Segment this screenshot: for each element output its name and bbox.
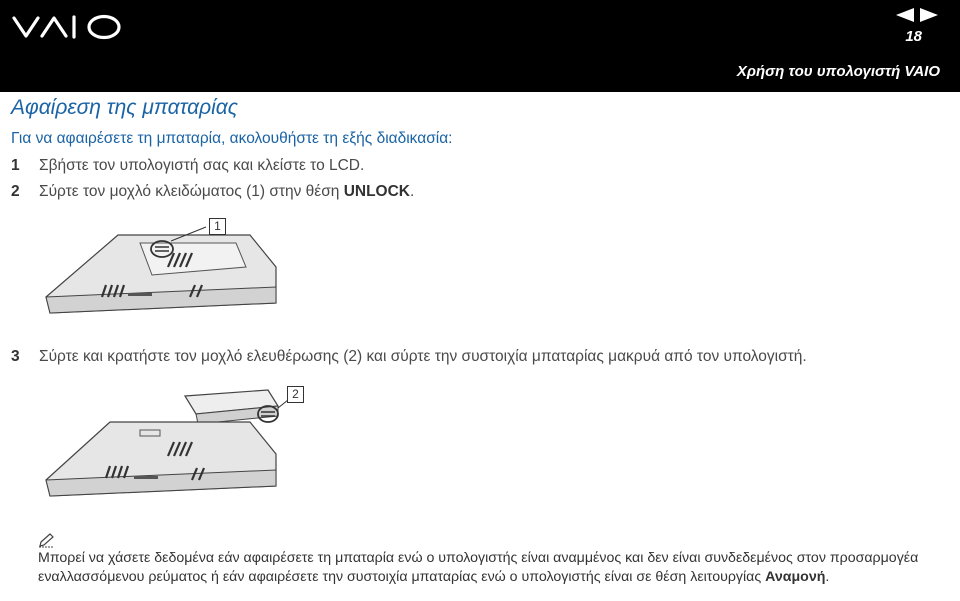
previous-page-icon[interactable] <box>896 8 914 22</box>
step-text: Σύρτε και κρατήστε τον μοχλό ελευθέρωσης (2) και σύρτε την συστοιχία μπαταρίας μακρυά από τον υπολογιστή. <box>39 348 807 365</box>
note-body: Μπορεί να χάσετε δεδομένα εάν αφαιρέσετε τη μπαταρία ενώ ο υπολογιστής είναι αναμμένος και δεν είναι συνδεδεμένος στον προσαρμογέα εναλλασσόμενου ρεύματος ή εάν αφαιρέσετε την συστοιχία μπαταρίας ενώ ο υπολογιστής είναι σε θέση λειτουργίας <box>38 550 919 585</box>
step-emphasis: UNLOCK <box>343 183 411 200</box>
page-number: 18 <box>905 28 922 45</box>
callout-2: 2 <box>287 386 304 403</box>
step-text-end: . <box>410 183 415 200</box>
next-page-icon[interactable] <box>920 8 938 22</box>
note-end: . <box>825 569 830 585</box>
step-2 <box>11 183 414 201</box>
page-nav <box>896 8 938 22</box>
note-text <box>38 549 953 587</box>
page-title: Αφαίρεση της μπαταρίας <box>11 96 238 119</box>
step-number: 1 <box>11 157 20 174</box>
callout-1: 1 <box>209 218 226 235</box>
figure-laptop-lock <box>40 215 290 325</box>
page-header <box>0 0 960 92</box>
step-number: 2 <box>11 183 20 200</box>
note-emphasis: Αναμονή <box>765 569 826 585</box>
vaio-logo <box>12 11 124 41</box>
step-3 <box>11 348 807 366</box>
section-title[interactable]: Χρήση του υπολογιστή VAIO <box>736 63 940 80</box>
intro-text: Για να αφαιρέσετε τη μπαταρία, ακολουθήστε τη εξής διαδικασία: <box>11 130 453 147</box>
step-number: 3 <box>11 348 20 365</box>
pencil-icon <box>38 532 56 548</box>
step-text: Σύρτε τον μοχλό κλειδώματος (1) στην θέση <box>39 183 344 200</box>
step-1 <box>11 157 364 175</box>
step-text: Σβήστε τον υπολογιστή σας και κλείστε το LCD. <box>39 157 365 174</box>
figure-laptop-battery <box>40 382 300 504</box>
